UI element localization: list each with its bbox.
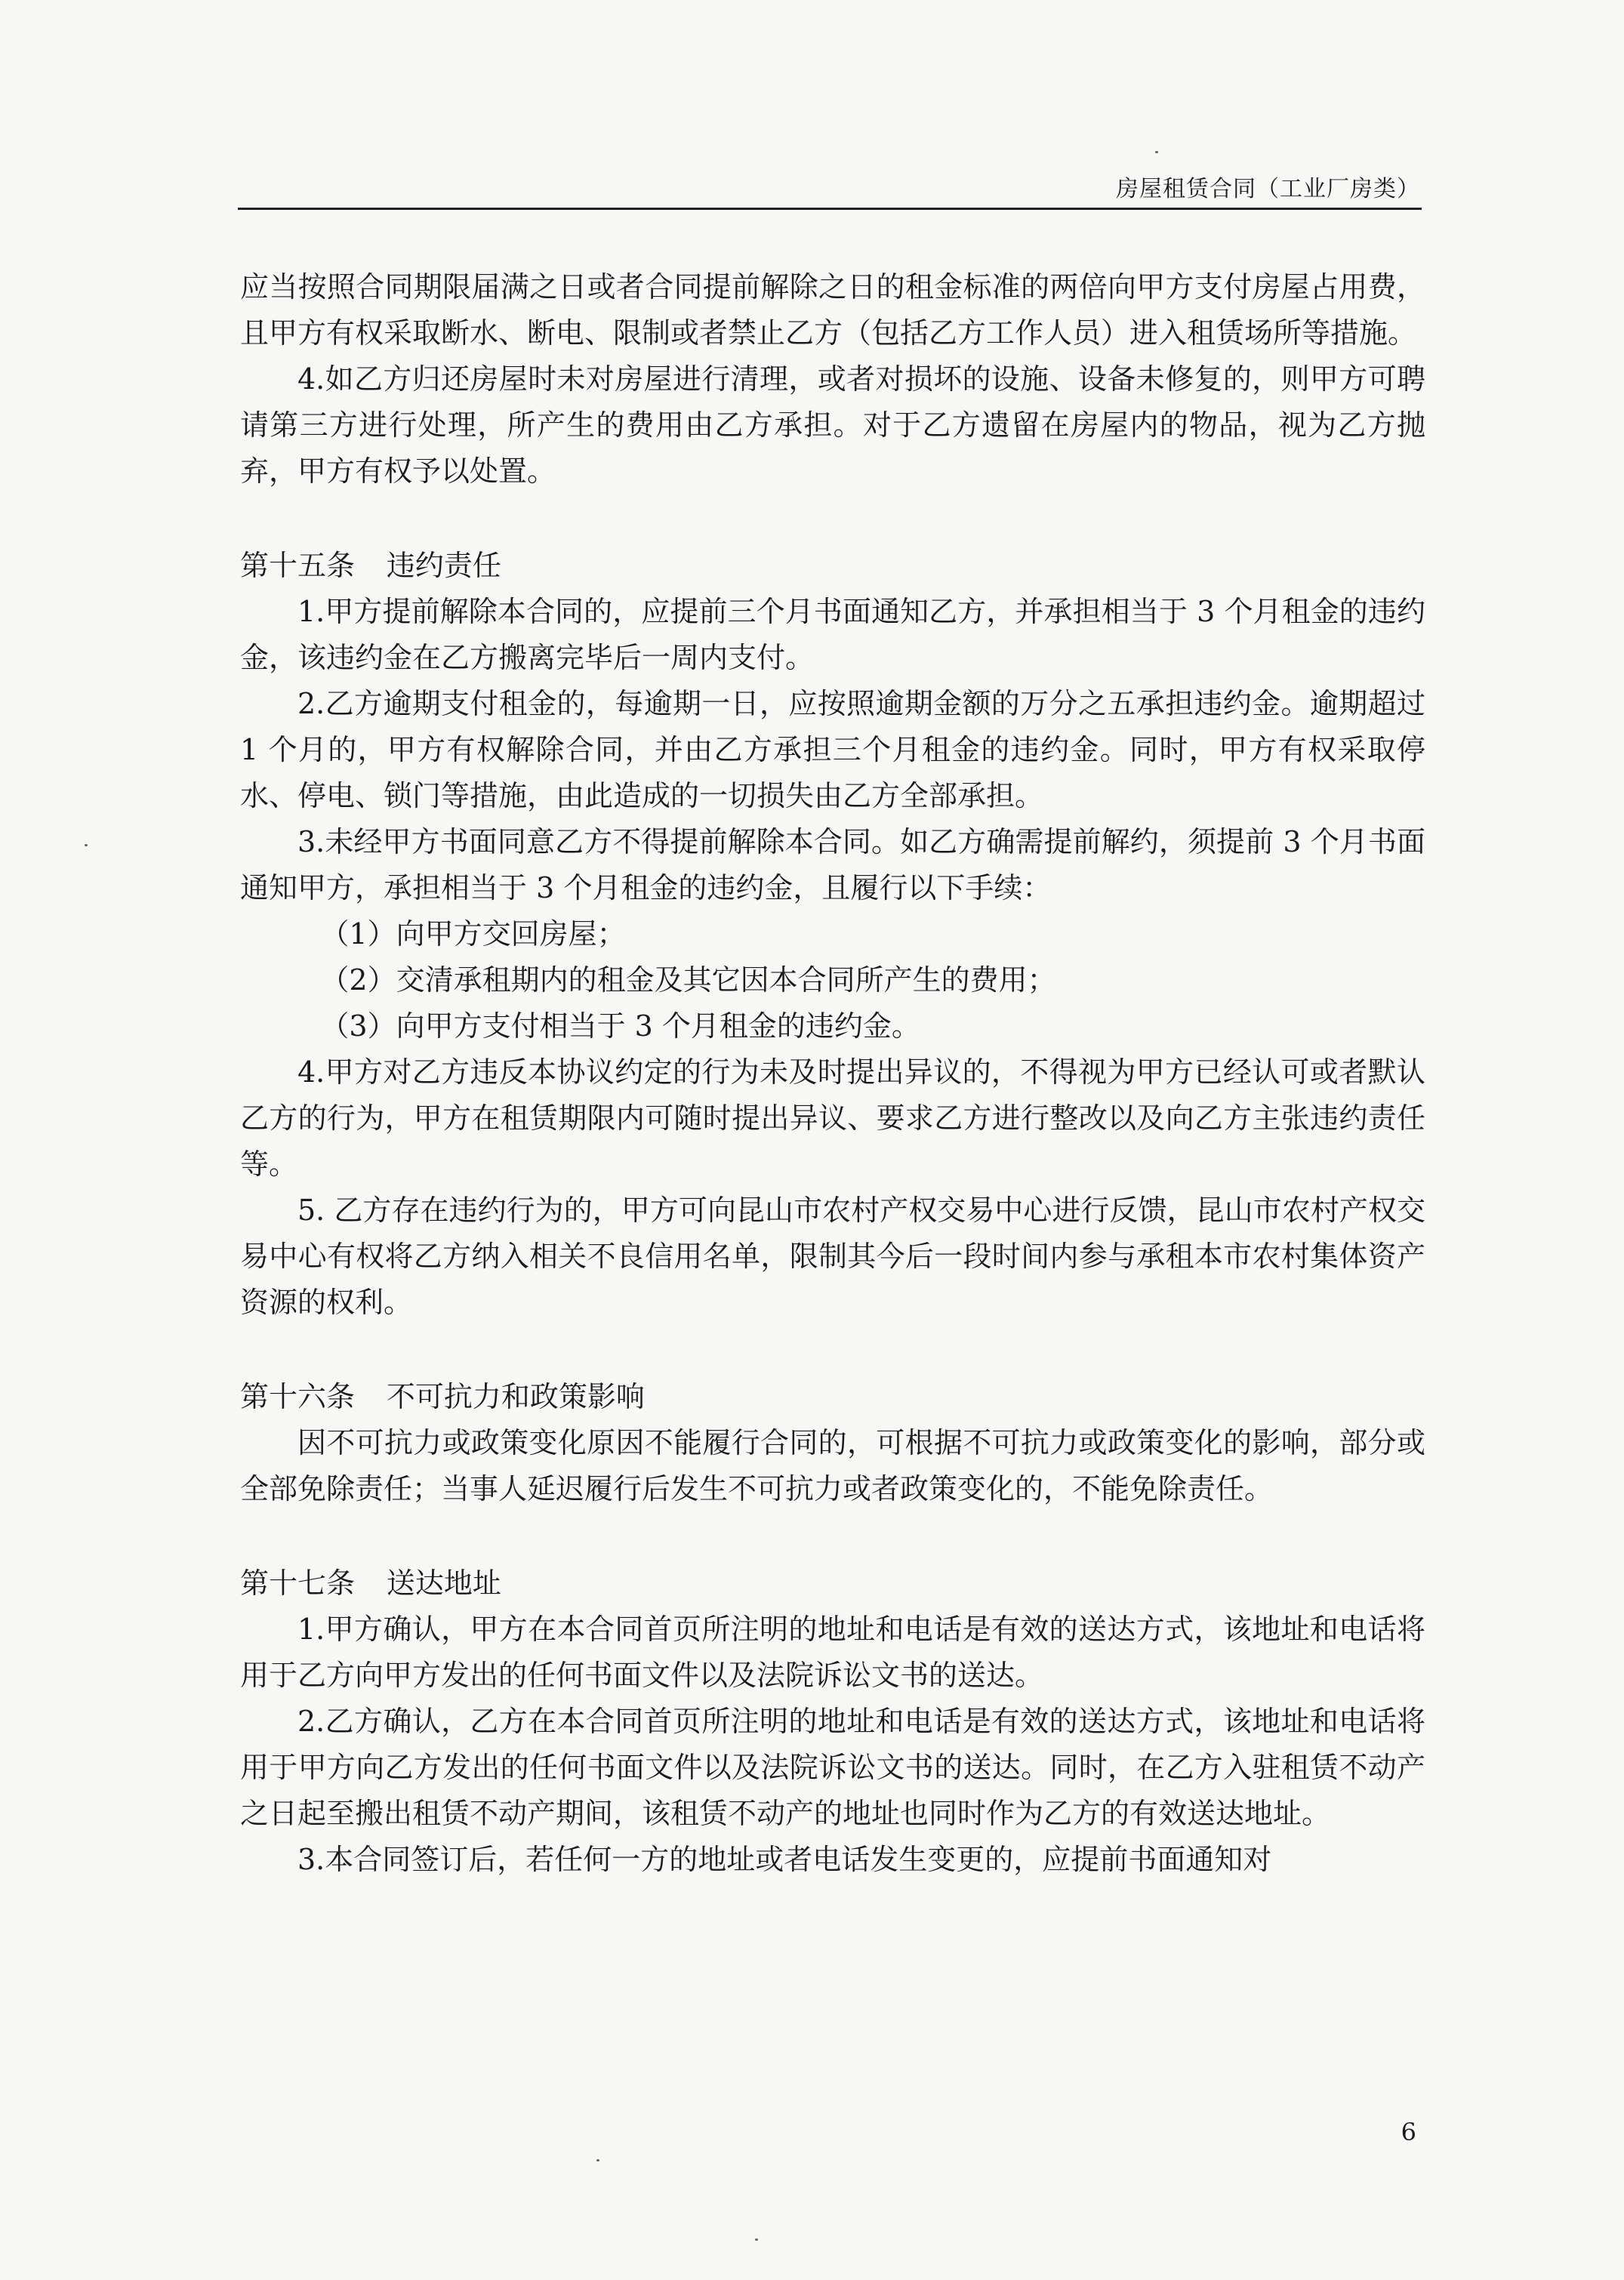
document-body (240, 264, 1425, 1883)
section-15-item-4: 4.甲方对乙方违反本协议约定的行为未及时提出异议的，不得视为甲方已经认可或者默认乙方的行为，甲方在租赁期限内可随时提出异议、要求乙方进行整改以及向乙方主张违约责任等。 (240, 1055, 1425, 1181)
section-15-subitem-1: （1）向甲方交回房屋； (320, 917, 626, 951)
section-16-heading (240, 1374, 1425, 1420)
section-17-item-3: 3.本合同签订后，若任何一方的地址或者电话发生变更的，应提前书面通知对 (297, 1843, 1272, 1876)
section-15-subitem-3: （3）向甲方支付相当于 3 个月租金的违约金。 (320, 1009, 920, 1043)
scan-speck (596, 2159, 599, 2161)
section-15-heading (240, 543, 1425, 589)
section-15-subitem-2: （2）交清承租期内的租金及其它因本合同所产生的费用； (320, 963, 1056, 997)
paragraph-continued: 应当按照合同期限届满之日或者合同提前解除之日的租金标准的两倍向甲方支付房屋占用费，且甲方有权采取断水、断电、限制或者禁止乙方（包括乙方工作人员）进入租赁场所等措施。 (240, 270, 1425, 350)
clause-14-item-4: 4.如乙方归还房屋时未对房屋进行清理，或者对损坏的设施、设备未修复的，则甲方可聘请第三方进行处理，所产生的费用由乙方承担。对于乙方遗留在房屋内的物品，视为乙方抛弃，甲方有权予以处置。 (240, 362, 1425, 488)
section-gap (240, 1512, 1425, 1561)
running-header-title: 房屋租赁合同（工业厂房类） (1116, 176, 1420, 202)
section-17-item-2: 2.乙方确认，乙方在本合同首页所注明的地址和电话是有效的送达方式，该地址和电话将用于甲方向乙方发出的任何书面文件以及法院诉讼文书的送达。同时，在乙方入驻租赁不动产之日起至搬出租赁不动产期间，该租赁不动产的地址也同时作为乙方的有效送达地址。 (240, 1705, 1425, 1830)
section-15-title: 违约责任 (386, 549, 501, 582)
section-17-number: 第十七条 (240, 1567, 356, 1600)
scan-speck (85, 844, 88, 846)
section-17-item-1: 1.甲方确认，甲方在本合同首页所注明的地址和电话是有效的送达方式，该地址和电话将用于乙方向甲方发出的任何书面文件以及法院诉讼文书的送达。 (240, 1613, 1425, 1692)
header-rule (238, 208, 1422, 210)
section-gap (240, 1326, 1425, 1374)
section-gap (240, 495, 1425, 543)
scan-speck (755, 2238, 758, 2241)
scan-speck (1155, 151, 1158, 153)
section-15-item-5: 5. 乙方存在违约行为的，甲方可向昆山市农村产权交易中心进行反馈，昆山市农村产权交易中心有权将乙方纳入相关不良信用名单，限制其今后一段时间内参与承租本市农村集体资产资源的权利。 (240, 1194, 1425, 1319)
section-15-number: 第十五条 (240, 549, 356, 582)
page-number: 6 (1401, 2118, 1416, 2146)
section-17-title: 送达地址 (386, 1567, 501, 1600)
section-16-title: 不可抗力和政策影响 (386, 1380, 645, 1413)
section-15-item-3: 3.未经甲方书面同意乙方不得提前解除本合同。如乙方确需提前解约，须提前 3 个月书面通知甲方，承担相当于 3 个月租金的违约金，且履行以下手续： (240, 825, 1425, 904)
section-17-heading (240, 1561, 1425, 1607)
section-15-item-2: 2.乙方逾期支付租金的，每逾期一日，应按照逾期金额的万分之五承担违约金。逾期超过 1 个月的，甲方有权解除合同，并由乙方承担三个月租金的违约金。同时，甲方有权采取停水、停电、锁门等措施，由此造成的一切损失由乙方全部承担。 (240, 687, 1425, 812)
section-16-text: 因不可抗力或政策变化原因不能履行合同的，可根据不可抗力或政策变化的影响，部分或全部免除责任；当事人延迟履行后发生不可抗力或者政策变化的，不能免除责任。 (240, 1426, 1425, 1505)
section-15-item-1: 1.甲方提前解除本合同的，应提前三个月书面通知乙方，并承担相当于 3 个月租金的违约金，该违约金在乙方搬离完毕后一周内支付。 (240, 595, 1425, 674)
section-16-number: 第十六条 (240, 1380, 356, 1413)
